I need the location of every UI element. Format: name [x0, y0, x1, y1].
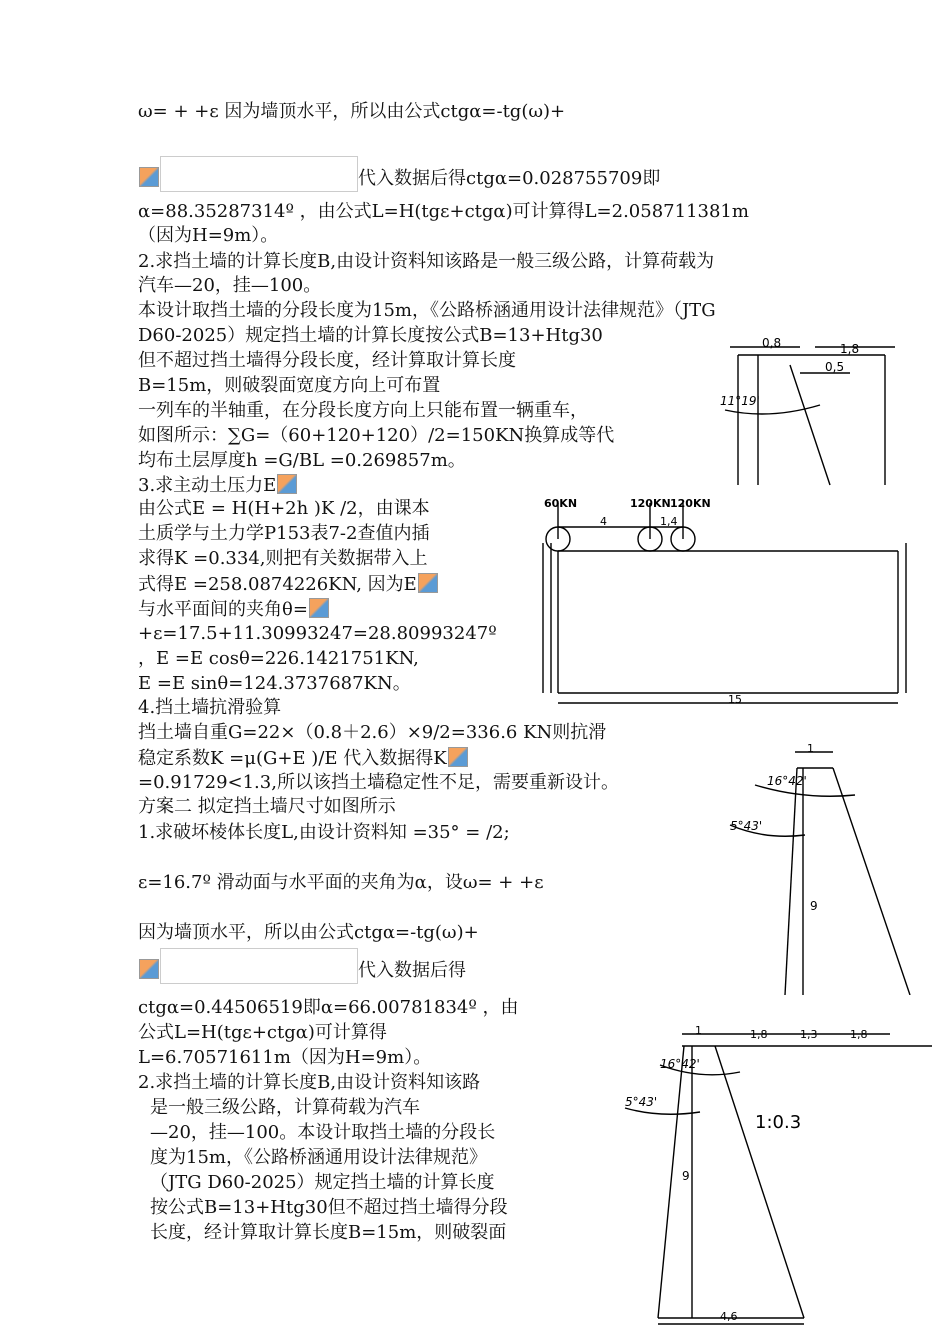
dim-label: 1,8: [840, 342, 860, 356]
line-text: +ε=17.5+11.30993247=28.80993247º: [138, 623, 497, 644]
text-line: [138, 548, 428, 570]
text-line: [150, 1197, 508, 1219]
text-line: [138, 350, 516, 372]
image-placeholder: [160, 156, 358, 192]
angle-label: 16°42': [660, 1057, 700, 1071]
text-line: [138, 275, 321, 297]
text-line: [138, 948, 466, 984]
line-text: ε=16.7º 滑动面与水平面的夹角为α，设ω= + +ε: [138, 872, 544, 893]
text-line: [150, 1147, 487, 1169]
line-text: α=88.35287314º ，由公式L=H(tgε+ctgα)可计算得L=2.058711381m: [138, 201, 749, 222]
text-line: [138, 673, 411, 695]
line-text: 均布土层厚度h =G/BL =0.269857m。: [138, 450, 466, 471]
line-text: 本设计取挡土墙的分段长度为15m，《公路桥涵通用设计法律规范》（JTG: [138, 300, 716, 321]
text-line: [150, 1122, 495, 1144]
text-line: [138, 450, 466, 472]
line-text: 土质学与土力学P153表7-2查值内插: [138, 523, 430, 544]
line-text: 一列车的半轴重，在分段长度方向上只能布置一辆重车，: [138, 400, 588, 421]
dim-label: 0,5: [825, 360, 845, 374]
line-text: ，E =E cosθ=226.1421751KN,: [138, 648, 419, 669]
text-line: [138, 400, 588, 422]
line-text: 如图所示：∑G=（60+120+120）/2=150KN换算成等代: [138, 425, 615, 446]
dim-label: 1,8: [850, 1028, 868, 1041]
line-text: 代入数据后得: [358, 960, 466, 981]
line-text: 4.挡土墙抗滑验算: [138, 697, 282, 718]
dim-label: 1,8: [750, 1028, 768, 1041]
text-line: [138, 796, 396, 818]
text-line: [138, 523, 429, 545]
line-text: 式得E =258.0874226KN, 因为E: [138, 574, 417, 595]
text-line: [138, 997, 519, 1019]
slope-label: 1:0.3: [755, 1112, 802, 1133]
angle-label: 5°43': [625, 1095, 658, 1109]
text-line: [138, 722, 606, 744]
text-line: [138, 648, 419, 670]
text-line: [138, 375, 440, 397]
text-line: [150, 1097, 420, 1119]
line-text: 1.求破坏棱体长度L,由设计资料知 =35° = /2;: [138, 822, 510, 843]
line-text: 长度，经计算取计算长度B=15m，则破裂面: [150, 1222, 507, 1243]
dim-label: 9: [810, 899, 818, 913]
dim-label: 0,8: [762, 336, 782, 350]
dim-label: 15: [728, 693, 742, 706]
line-text: ω= + +ε 因为墙顶水平，所以由公式ctgα=-tg(ω)+: [138, 101, 566, 122]
load-label: 120KN: [670, 497, 711, 510]
broken-image-icon: [277, 474, 297, 494]
text-line: [138, 1022, 387, 1044]
text-line: [138, 1072, 480, 1094]
load-label: 120KN: [630, 497, 671, 510]
dim-label: 1,3: [800, 1028, 818, 1041]
text-line: [138, 325, 603, 347]
line-text: 2.求挡土墙的计算长度B,由设计资料知该路是一般三级公路，计算荷载为: [138, 251, 715, 272]
line-text: L=6.70571611m（因为H=9m）。: [138, 1047, 432, 1068]
text-line: [138, 573, 439, 596]
text-line: [138, 225, 278, 247]
line-text: 代入数据后得ctgα=0.028755709即: [358, 168, 661, 189]
dim-label: 4,6: [720, 1310, 738, 1323]
line-text: =0.91729<1.3,所以该挡土墙稳定性不足，需要重新设计。: [138, 772, 619, 793]
text-line: [138, 922, 479, 944]
broken-image-icon: [139, 167, 159, 187]
text-line: [138, 872, 544, 894]
text-line: [138, 201, 749, 223]
dim-label: 1: [695, 1024, 702, 1037]
line-text: 是一般三级公路，计算荷载为汽车: [150, 1097, 420, 1118]
line-text: （因为H=9m）。: [138, 225, 279, 246]
line-text: 稳定系数K =μ(G+E )/E 代入数据得K: [138, 748, 447, 769]
text-line: [138, 101, 565, 123]
text-line: [138, 156, 660, 192]
line-text: 但不超过挡土墙得分段长度，经计算取计算长度: [138, 350, 516, 371]
image-placeholder: [160, 948, 358, 984]
text-line: [138, 772, 619, 794]
line-text: 汽车—20，挂—100。: [138, 275, 322, 296]
line-text: E =E sinθ=124.3737687KN。: [138, 673, 411, 694]
line-text: 方案二 拟定挡土墙尺寸如图所示: [138, 796, 396, 817]
text-line: [138, 474, 298, 497]
line-text: 3.求主动土压力E: [138, 475, 277, 496]
dim-label: 1: [807, 742, 814, 755]
text-line: [138, 1047, 431, 1069]
figure-load-layout: [538, 493, 916, 708]
line-text: 公式L=H(tgε+ctgα)可计算得: [138, 1022, 387, 1043]
text-line: [138, 498, 430, 520]
line-text: （JTG D60-2025）规定挡土墙的计算长度: [150, 1172, 495, 1193]
angle-label: 5°43': [730, 819, 763, 833]
text-line: [138, 747, 469, 770]
line-text: 按公式B=13+Htg30但不超过挡土墙得分段: [150, 1197, 508, 1218]
text-line: [138, 697, 281, 719]
load-label: 60KN: [544, 497, 578, 510]
dim-label: 4: [600, 515, 607, 528]
line-text: 度为15m，《公路桥涵通用设计法律规范》: [150, 1147, 487, 1168]
dim-label: 1,4: [660, 515, 678, 528]
angle-label: 11°19': [720, 394, 760, 408]
line-text: D60-2025）规定挡土墙的计算长度按公式B=13+Htg30: [138, 325, 603, 346]
line-text: —20，挂—100。本设计取挡土墙的分段长: [150, 1122, 496, 1143]
line-text: ctgα=0.44506519即α=66.00781834º ，由: [138, 997, 519, 1018]
figure-wall-section: [725, 740, 915, 995]
dim-label: 9: [682, 1169, 690, 1183]
figure-wall-top: [700, 335, 920, 490]
figure-wall-final: [620, 1020, 932, 1330]
text-line: [138, 598, 330, 621]
text-line: [150, 1172, 495, 1194]
broken-image-icon: [448, 747, 468, 767]
angle-label: 16°42': [767, 774, 807, 788]
line-text: B=15m，则破裂面宽度方向上可布置: [138, 375, 441, 396]
line-text: 由公式E = H(H+2h )K /2，由课本: [138, 498, 430, 519]
text-line: [138, 623, 497, 645]
text-line: [138, 251, 714, 273]
broken-image-icon: [309, 598, 329, 618]
broken-image-icon: [139, 959, 159, 979]
line-text: 因为墙顶水平，所以由公式ctgα=-tg(ω)+: [138, 922, 479, 943]
line-text: 求得K =0.334,则把有关数据带入上: [138, 548, 428, 569]
text-line: [150, 1222, 506, 1244]
text-line: [138, 300, 716, 322]
text-line: [138, 822, 510, 844]
line-text: 2.求挡土墙的计算长度B,由设计资料知该路: [138, 1072, 481, 1093]
text-line: [138, 425, 614, 447]
line-text: 挡土墙自重G=22×（0.8＋2.6）×9/2=336.6 KN则抗滑: [138, 722, 607, 743]
broken-image-icon: [418, 573, 438, 593]
line-text: 与水平面间的夹角θ=: [138, 599, 308, 620]
